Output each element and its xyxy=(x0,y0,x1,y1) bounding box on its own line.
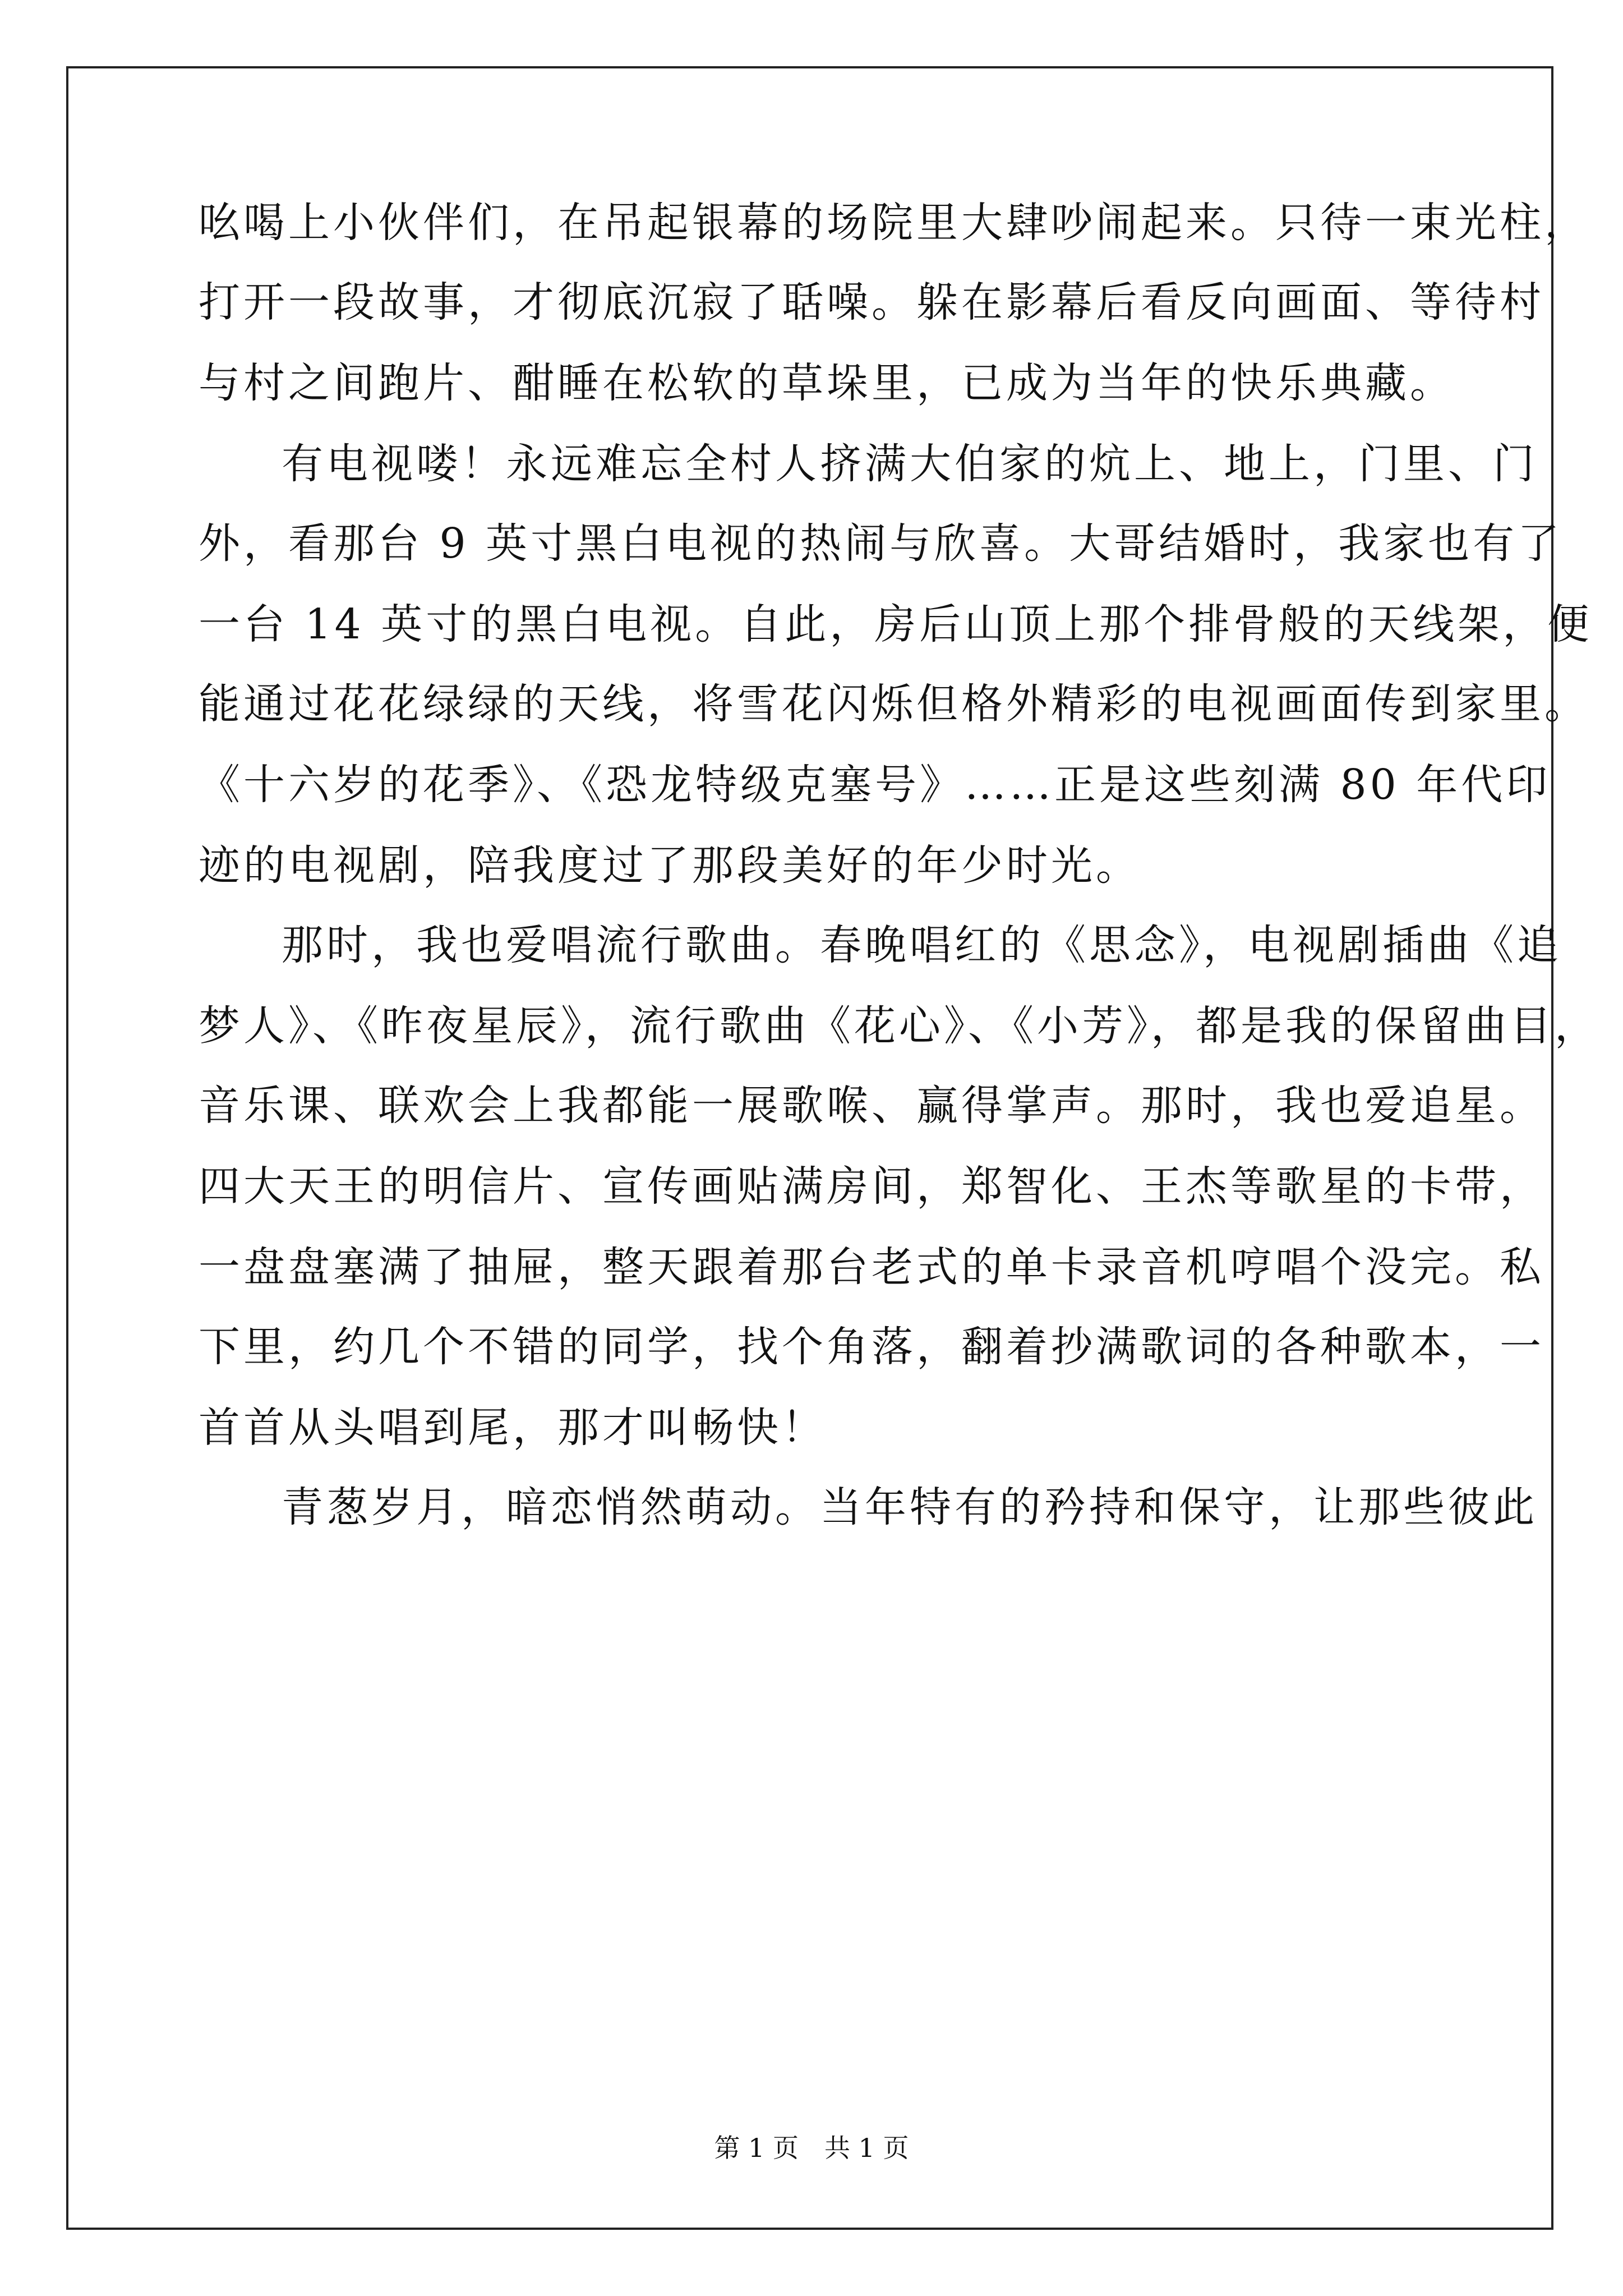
text-line: 音乐课、联欢会上我都能一展歌喉、赢得掌声。那时，我也爱追星。 xyxy=(199,1082,1544,1130)
text-line: 下里，约几个不错的同学，找个角落，翻着抄满歌词的各种歌本，一 xyxy=(199,1323,1544,1371)
text-line: 一台 14 英寸的黑白电视。自此，房后山顶上那个排骨般的天线架，便 xyxy=(199,600,1593,648)
text-line: 四大天王的明信片、宣传画贴满房间，郑智化、王杰等歌星的卡带， xyxy=(199,1162,1544,1211)
text-line: 迹的电视剧，陪我度过了那段美好的年少时光。 xyxy=(199,841,1141,890)
text-line: 一盘盘塞满了抽屉，整天跟着那台老式的单卡录音机哼唱个没完。私 xyxy=(199,1243,1544,1291)
page-footer: 第 1 页 共 1 页 xyxy=(714,2133,909,2163)
text-line: 梦人》、《昨夜星辰》，流行歌曲《花心》、《小芳》，都是我的保留曲目， xyxy=(199,1002,1599,1050)
paragraph-start-line: 青葱岁月，暗恋悄然萌动。当年特有的矜持和保守，让那些彼此 xyxy=(282,1483,1538,1531)
text-line: 外，看那台 9 英寸黑白电视的热闹与欣喜。大哥结婚时，我家也有了 xyxy=(199,519,1563,568)
text-line: 能通过花花绿绿的天线，将雪花闪烁但格外精彩的电视画面传到家里。 xyxy=(199,680,1589,728)
text-line: 吆喝上小伙伴们，在吊起银幕的场院里大肆吵闹起来。只待一束光柱， xyxy=(199,199,1589,247)
text-line: 《十六岁的花季》、《恐龙特级克塞号》……正是这些刻满 80 年代印 xyxy=(199,761,1551,809)
paragraph-start-line: 那时，我也爱唱流行歌曲。春晚唱红的《思念》，电视剧插曲《追 xyxy=(282,921,1562,969)
text-line: 打开一段故事，才彻底沉寂了聒噪。躲在影幕后看反向画面、等待村 xyxy=(199,278,1544,326)
paragraph-start-line: 有电视喽！永远难忘全村人挤满大伯家的炕上、地上，门里、门 xyxy=(282,440,1538,488)
text-line: 与村之间跑片、酣睡在松软的草垛里，已成为当年的快乐典藏。 xyxy=(199,359,1455,407)
text-line: 首首从头唱到尾，那才叫畅快！ xyxy=(199,1404,827,1452)
